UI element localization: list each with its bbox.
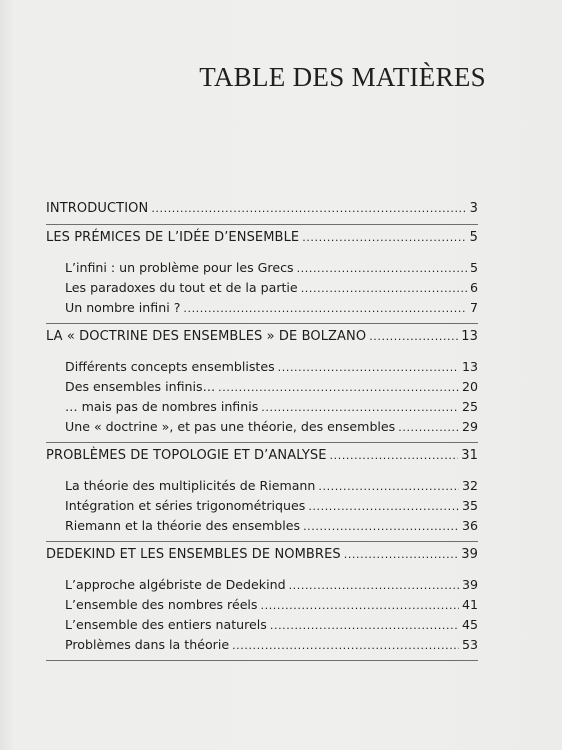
dot-leader	[218, 378, 459, 397]
entry-title: Une « doctrine », et pas une théorie, des ensembles	[65, 419, 396, 434]
entry-title: La théorie des multiplicités de Riemann	[65, 478, 316, 493]
entry-page-number: 6	[469, 280, 478, 295]
entry-title: Les paradoxes du tout et de la partie	[65, 280, 298, 295]
chapter-title: LES PRÉMICES DE L’IDÉE D’ENSEMBLE	[46, 230, 300, 245]
entry-page-number: 45	[461, 617, 478, 632]
entry-title: L’ensemble des nombres réels	[65, 597, 258, 612]
entry-title: Problèmes dans la théorie	[65, 637, 230, 652]
toc-section	[46, 196, 478, 225]
toc-entry	[46, 635, 478, 655]
dot-leader	[151, 200, 466, 218]
toc-section	[46, 542, 478, 661]
toc-entry	[46, 417, 478, 437]
entry-page-number: 41	[461, 597, 478, 612]
toc-entry	[46, 476, 478, 496]
entry-page-number: 29	[461, 419, 478, 434]
entry-title: Intégration et séries trigonométriques	[65, 498, 306, 513]
toc-entry	[46, 397, 478, 417]
toc-entry	[46, 357, 478, 377]
dot-leader	[278, 358, 459, 377]
entry-page-number: 35	[461, 498, 478, 513]
entry-title: L’infini : un problème pour les Grecs	[65, 260, 294, 275]
chapter-heading	[46, 443, 478, 471]
entry-title: Un nombre infini ?	[65, 300, 181, 315]
dot-leader	[261, 596, 459, 615]
chapter-page-number: 39	[461, 547, 478, 562]
chapter-heading	[46, 196, 478, 224]
toc-entry	[46, 278, 478, 298]
dot-leader	[232, 636, 459, 655]
entry-page-number: 39	[461, 577, 478, 592]
entry-page-number: 13	[461, 359, 478, 374]
dot-leader	[301, 279, 467, 298]
entry-list	[46, 570, 478, 660]
chapter-page-number: 5	[469, 230, 478, 245]
dot-leader	[344, 546, 459, 564]
toc-entry	[46, 575, 478, 595]
chapter-title: DEDEKIND ET LES ENSEMBLES DE NOMBRES	[46, 547, 341, 562]
entry-title: Différents concepts ensemblistes	[65, 359, 275, 374]
dot-leader	[369, 328, 458, 346]
entry-page-number: 7	[469, 300, 478, 315]
chapter-heading	[46, 324, 478, 352]
toc-entry	[46, 516, 478, 536]
dot-leader	[330, 447, 459, 465]
entry-title: Des ensembles infinis…	[65, 379, 216, 394]
dot-leader	[303, 517, 459, 536]
dot-leader	[318, 477, 459, 496]
toc-entry	[46, 298, 478, 318]
entry-list	[46, 471, 478, 541]
chapter-title: LA « DOCTRINE DES ENSEMBLES » DE BOLZANO	[46, 329, 367, 344]
entry-list	[46, 253, 478, 323]
entry-page-number: 25	[461, 399, 478, 414]
table-of-contents	[46, 196, 478, 661]
entry-title: … mais pas de nombres infinis	[65, 399, 259, 414]
toc-entry	[46, 615, 478, 635]
toc-section	[46, 443, 478, 542]
page-title: TABLE DES MATIÈRES	[199, 62, 486, 92]
chapter-page-number: 3	[469, 201, 478, 216]
entry-title: Riemann et la théorie des ensembles	[65, 518, 301, 533]
chapter-heading	[46, 542, 478, 570]
dot-leader	[398, 418, 459, 437]
toc-section	[46, 225, 478, 324]
entry-page-number: 36	[461, 518, 478, 533]
dot-leader	[183, 299, 467, 318]
dot-leader	[289, 576, 459, 595]
entry-page-number: 20	[461, 379, 478, 394]
chapter-title: PROBLÈMES DE TOPOLOGIE ET D’ANALYSE	[46, 448, 327, 463]
dot-leader	[270, 616, 459, 635]
toc-entry	[46, 496, 478, 516]
entry-page-number: 5	[469, 260, 478, 275]
chapter-page-number: 13	[461, 329, 478, 344]
chapter-heading	[46, 225, 478, 253]
toc-entry	[46, 377, 478, 397]
entry-list	[46, 352, 478, 442]
dot-leader	[302, 229, 466, 247]
dot-leader	[297, 259, 467, 278]
entry-page-number: 32	[461, 478, 478, 493]
entry-title: L’ensemble des entiers naturels	[65, 617, 267, 632]
chapter-page-number: 31	[461, 448, 478, 463]
toc-section	[46, 324, 478, 443]
dot-leader	[308, 497, 459, 516]
chapter-title: INTRODUCTION	[46, 201, 149, 216]
entry-page-number: 53	[461, 637, 478, 652]
dot-leader	[261, 398, 459, 417]
entry-title: L’approche algébriste de Dedekind	[65, 577, 286, 592]
toc-entry	[46, 595, 478, 615]
toc-entry	[46, 258, 478, 278]
